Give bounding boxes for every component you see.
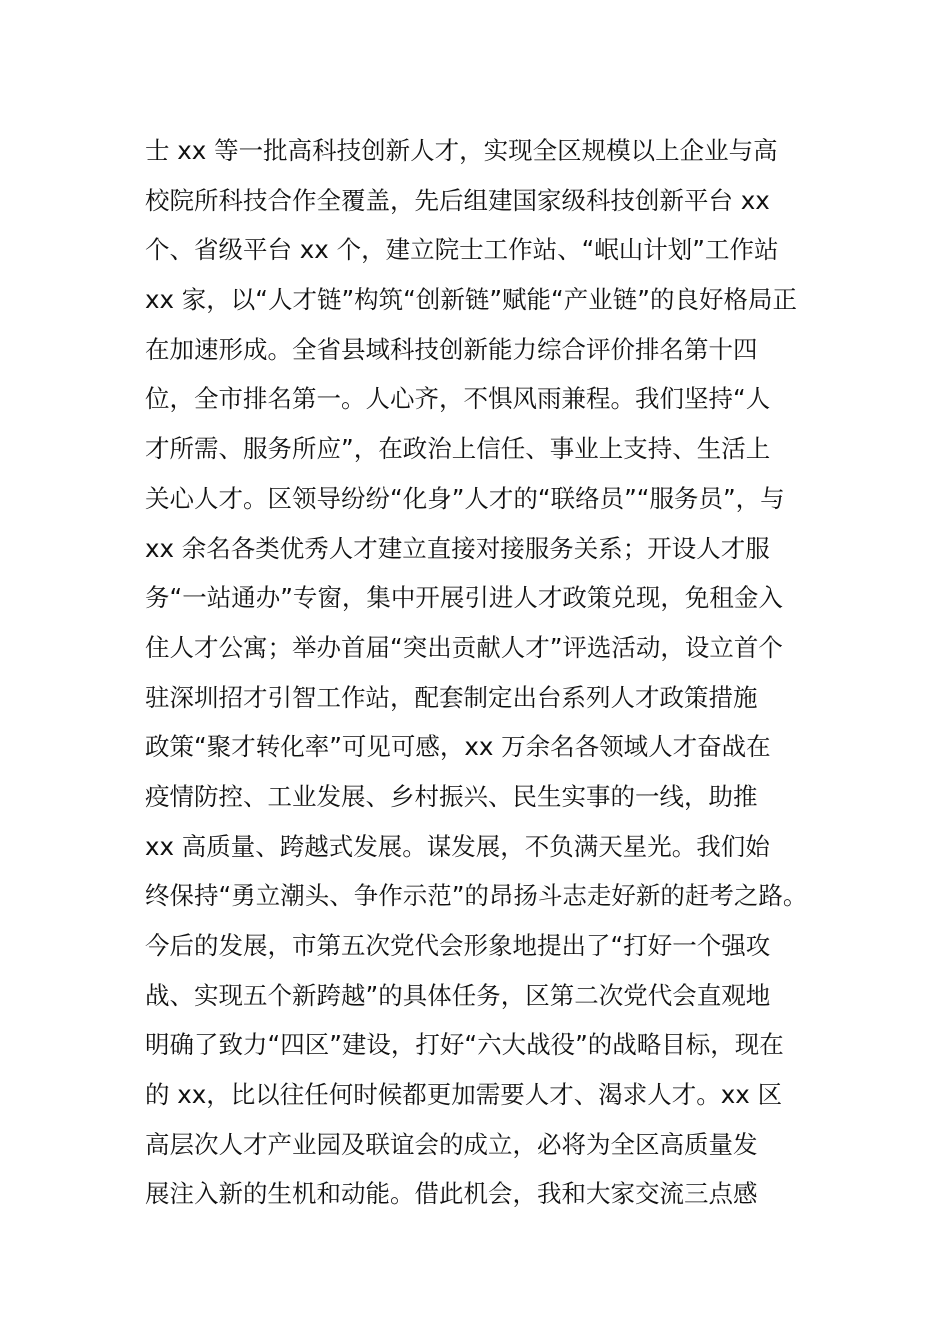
text-line: 政策“聚才转化率”可见可感，xx 万余名各领域人才奋战在 [145, 732, 771, 762]
text-line: 的 xx，比以往任何时候都更加需要人才、渴求人才。xx 区 [145, 1080, 783, 1110]
text-line: 位，全市排名第一。人心齐，不惧风雨兼程。我们坚持“人 [145, 384, 771, 414]
text-line: 才所需、服务所应”，在政治上信任、事业上支持、生活上 [145, 434, 771, 464]
text-line: 明确了致力“四区”建设，打好“六大战役”的战略目标，现在 [145, 1030, 784, 1060]
text-line: 战、实现五个新跨越”的具体任务，区第二次党代会直观地 [145, 980, 771, 1010]
text-line: 今后的发展，市第五次党代会形象地提出了“打好一个强攻 [145, 931, 771, 960]
text-line: xx 家，以“人才链”构筑“创新链”赋能“产业链”的良好格局正 [145, 285, 797, 315]
text-line: 疫情防控、工业发展、乡村振兴、民生实事的一线，助推 [145, 781, 758, 811]
text-line: 展注入新的生机和动能。借此机会，我和大家交流三点感 [145, 1179, 758, 1209]
text-line: 终保持“勇立潮头、争作示范”的昂扬斗志走好新的赶考之路。 [145, 881, 808, 911]
text-line: 个、省级平台 xx 个，建立院士工作站、“岷山计划”工作站 [145, 235, 779, 265]
text-line: 驻深圳招才引智工作站，配套制定出台系列人才政策措施 [145, 682, 758, 712]
text-line: 住人才公寓；举办首届“突出贡献人才”评选活动，设立首个 [145, 632, 783, 662]
text-line: 士 xx 等一批高科技创新人才，实现全区规模以上企业与高 [145, 136, 778, 165]
text-line: 在加速形成。全省县域科技创新能力综合评价排名第十四 [145, 334, 758, 364]
text-line: xx 高质量、跨越式发展。谋发展，不负满天星光。我们始 [145, 831, 770, 861]
text-line: 高层次人才产业园及联谊会的成立，必将为全区高质量发 [145, 1129, 758, 1159]
text-line: 关心人才。区领导纷纷“化身”人才的“联络员”“服务员”，与 [145, 483, 785, 513]
text-line: 校院所科技合作全覆盖，先后组建国家级科技创新平台 xx [145, 185, 770, 215]
text-line: xx 余名各类优秀人才建立直接对接服务关系；开设人才服 [145, 533, 770, 563]
text-line: 务“一站通办”专窗，集中开展引进人才政策兑现，免租金入 [145, 583, 783, 613]
body-text [145, 126, 845, 1219]
